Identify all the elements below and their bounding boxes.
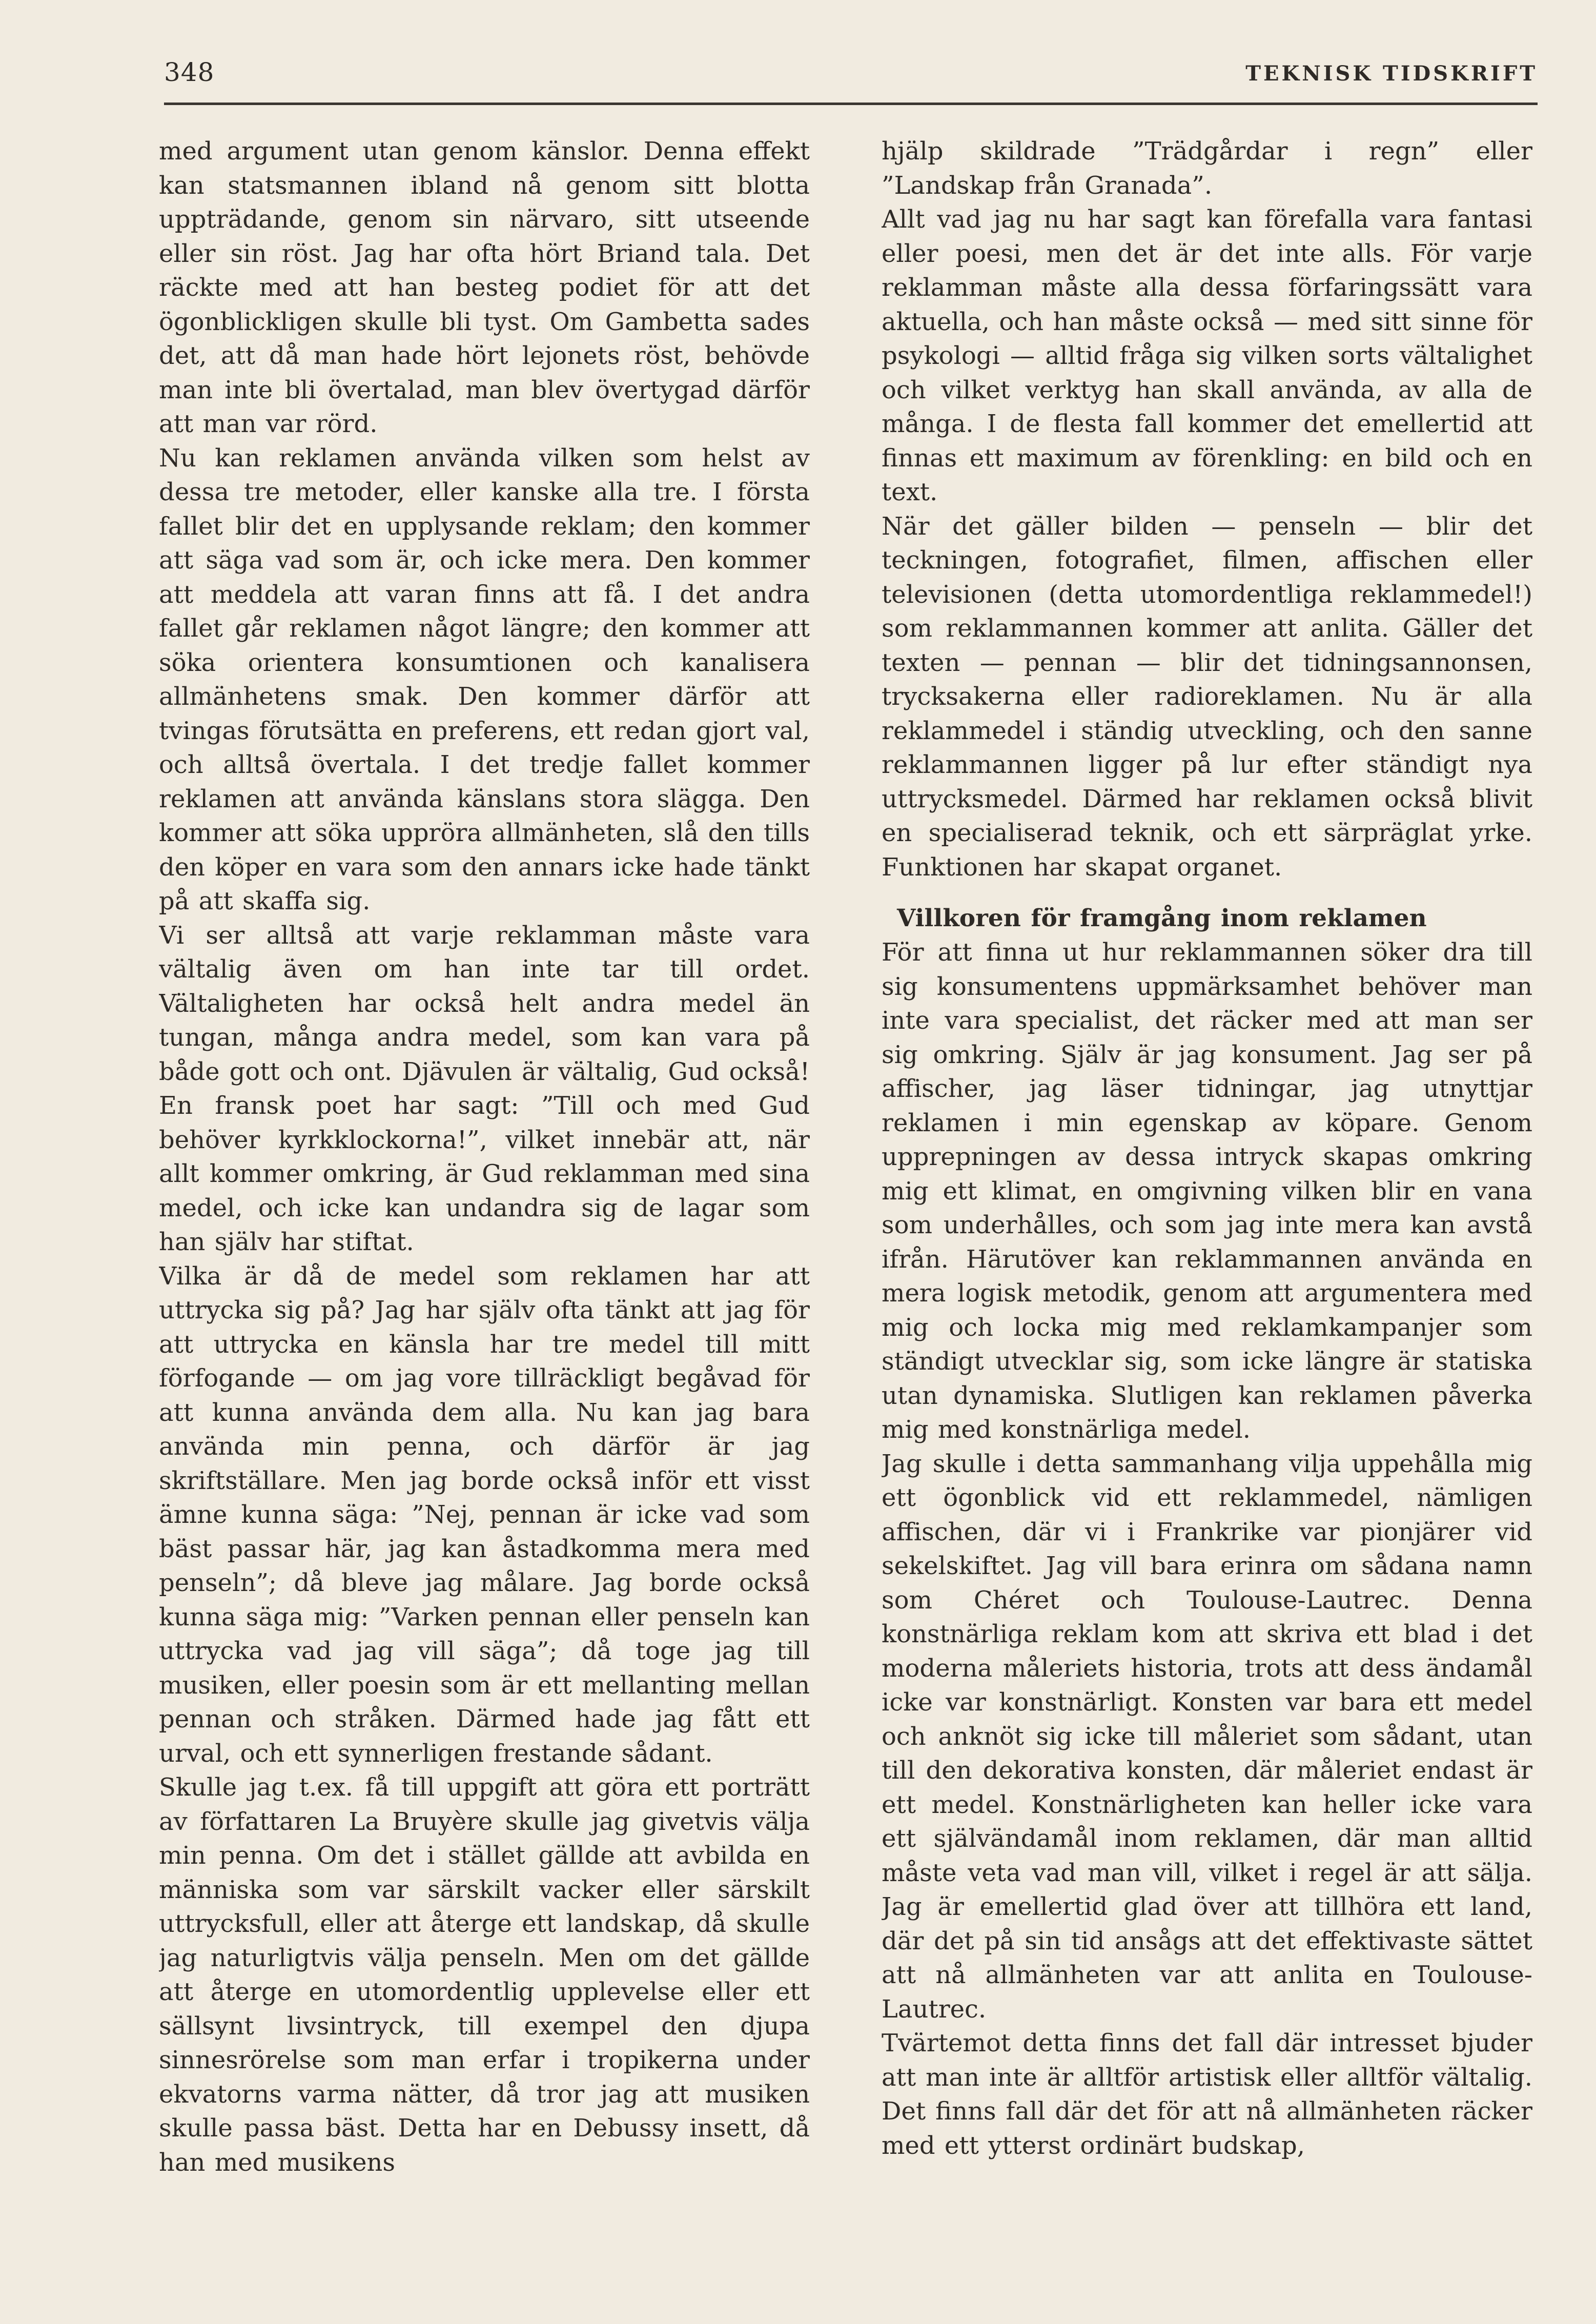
paragraph: För att finna ut hur reklammannen söker dra till sig konsumentens uppmärksamhet behöver man inte vara specialist, det räcker med att man ser sig omkring. Själv är jag konsument. Jag ser på affischer, jag läser tidningar, jag utnyttjar reklamen i min egenskap av köpare. Genom upprepningen av dessa intryck skapas omkring mig ett klimat, en omgivning vilken blir en vana som underhålles, och som jag inte mera kan avstå ifrån. Härutöver kan reklammannen använda en mera logisk metodik, genom att argumentera med mig och locka mig med reklamkampanjer som ständigt utvecklar sig, som icke längre är statiska utan dynamiska. Slutligen kan reklamen påverka mig med konstnärliga medel. <box>882 938 1532 1444</box>
paragraph: Nu kan reklamen använda vilken som helst av dessa tre metoder, eller kanske alla tre. I första fallet blir det en upplysande reklam; den kommer att säga vad som är, och icke mera. Den kommer att meddela att varan finns att få. I det andra fallet går reklamen något längre; den kommer att söka orientera konsumtionen och kanalisera allmänhetens smak. Den kommer därför att tvingas förutsätta en preferens, ett redan gjort val, och alltså övertala. I det tredje fallet kommer reklamen att använda känslans stora slägga. Den kommer att söka uppröra allmänheten, slå den tills den köper en vara som den annars icke hade tänkt på att skaffa sig. <box>159 443 810 915</box>
paragraph: Vilka är då de medel som reklamen har att uttrycka sig på? Jag har själv ofta tänkt att jag för att uttrycka en känsla har tre medel till mitt förfogande — om jag vore tillräckligt begåvad för att kunna använda dem alla. Nu kan jag bara använda min penna, och därför är jag skriftställare. Men jag borde också inför ett visst ämne kunna säga: ”Nej, pennan är icke vad som bäst passar här, jag kan åstadkomma mera med penseln”; då bleve jag målare. Jag borde också kunna säga mig: ”Varken pennan eller penseln kan uttrycka vad jag vill säga”; då toge jag till musiken, eller poesin som är ett mellanting mellan pennan och stråken. Därmed hade jag fått ett urval, och ett synnerligen frestande sådant. <box>159 1261 810 1768</box>
paragraph: med argument utan genom känslor. Denna effekt kan statsmannen ibland nå genom sitt blotta uppträdande, genom sin närvaro, sitt utseende eller sin röst. Jag har ofta hört Briand tala. Det räckte med att han besteg podiet för att det ögonblickligen skulle bli tyst. Om Gambetta sades det, att då man hade hört lejonets röst, behövde man inte bli övertalad, man blev övertygad därför att man var rörd. <box>159 137 810 438</box>
right-column <box>882 134 1532 2185</box>
page-header <box>164 57 1538 98</box>
left-column <box>159 134 810 2185</box>
paragraph: hjälp skildrade ”Trädgårdar i regn” eller ”Landskap från Granada”. <box>882 137 1532 200</box>
paragraph: Tvärtemot detta finns det fall där intresset bjuder att man inte är alltför artistisk eller alltför vältalig. Det finns fall där det för att nå allmänheten räcker med ett ytterst ordinärt budskap, <box>882 2029 1532 2160</box>
paragraph: Allt vad jag nu har sagt kan förefalla vara fantasi eller poesi, men det är det inte alls. För varje reklamman måste alla dessa förfaringssätt vara aktuella, och han måste också — med sitt sinne för psykologi — alltid fråga sig vilken sorts vältalighet och vilket verktyg han skall använda, av alla de många. I de flesta fall kommer det emellertid att finnas ett maximum av förenkling: en bild och en text. <box>882 205 1532 506</box>
paragraph: Vi ser alltså att varje reklamman måste vara vältalig även om han inte tar till ordet. Vältaligheten har också helt andra medel än tungan, många andra medel, som kan vara på både gott och ont. Djävulen är vältalig, Gud också! En fransk poet har sagt: ”Till och med Gud behöver kyrkklockorna!”, vilket innebär att, när allt kommer omkring, är Gud reklamman med sina medel, och icke kan undandra sig de lagar som han själv har stiftat. <box>159 921 810 1256</box>
journal-title: TEKNISK TIDSKRIFT <box>1245 62 1538 86</box>
section-heading: Villkoren för framgång inom reklamen <box>897 904 1427 932</box>
paragraph: När det gäller bilden — penseln — blir det teckningen, fotografiet, filmen, affischen eller televisionen (detta utomordentliga reklammedel!) som reklammannen kommer att anlita. Gäller det texten — pennan — blir det tidningsannonsen, trycksakerna eller radioreklamen. Nu är alla reklammedel i ständig utveckling, och den sanne reklammannen ligger på lur efter ständigt nya uttrycksmedel. Därmed har reklamen också blivit en specialiserad teknik, och ett särpräglat yrke. Funktionen har skapat organet. <box>882 512 1532 882</box>
paragraph: Skulle jag t.ex. få till uppgift att göra ett porträtt av författaren La Bruyère skulle jag givetvis välja min penna. Om det i stället gällde att avbilda en människa som var särskilt vacker eller särskilt uttrycksfull, eller att återge ett landskap, då skulle jag naturligtvis välja penseln. Men om det gällde att återge en utomordentlig upplevelse eller ett sällsynt livsintryck, till exempel den djupa sinnesrörelse som man erfar i tropikerna under ekvatorns varma nätter, då tror jag att musiken skulle passa bäst. Detta har en Debussy insett, då han med musikens <box>159 1773 810 2177</box>
paragraph: Jag skulle i detta sammanhang vilja uppehålla mig ett ögonblick vid ett reklammedel, nämligen affischen, där vi i Frankrike var pionjärer vid sekelskiftet. Jag vill bara erinra om sådana namn som Chéret och Toulouse-Lautrec. Denna konstnärliga reklam kom att skriva ett blad i det moderna måleriets historia, trots att dess ändamål icke var konstnärligt. Konsten var bara ett medel och anknöt sig icke till måleriet som sådant, utan till den dekorativa konsten, där måleriet endast är ett medel. Konstnärligheten kan heller icke vara ett självändamål inom reklamen, där man alltid måste veta vad man vill, vilket i regel är att sälja. Jag är emellertid glad över att tillhöra ett land, där det på sin tid ansågs att det effektivaste sättet att nå allmänheten var att anlita en Toulouse-Lautrec. <box>882 1449 1532 2024</box>
page-number: 348 <box>164 57 215 87</box>
header-rule <box>164 103 1538 105</box>
